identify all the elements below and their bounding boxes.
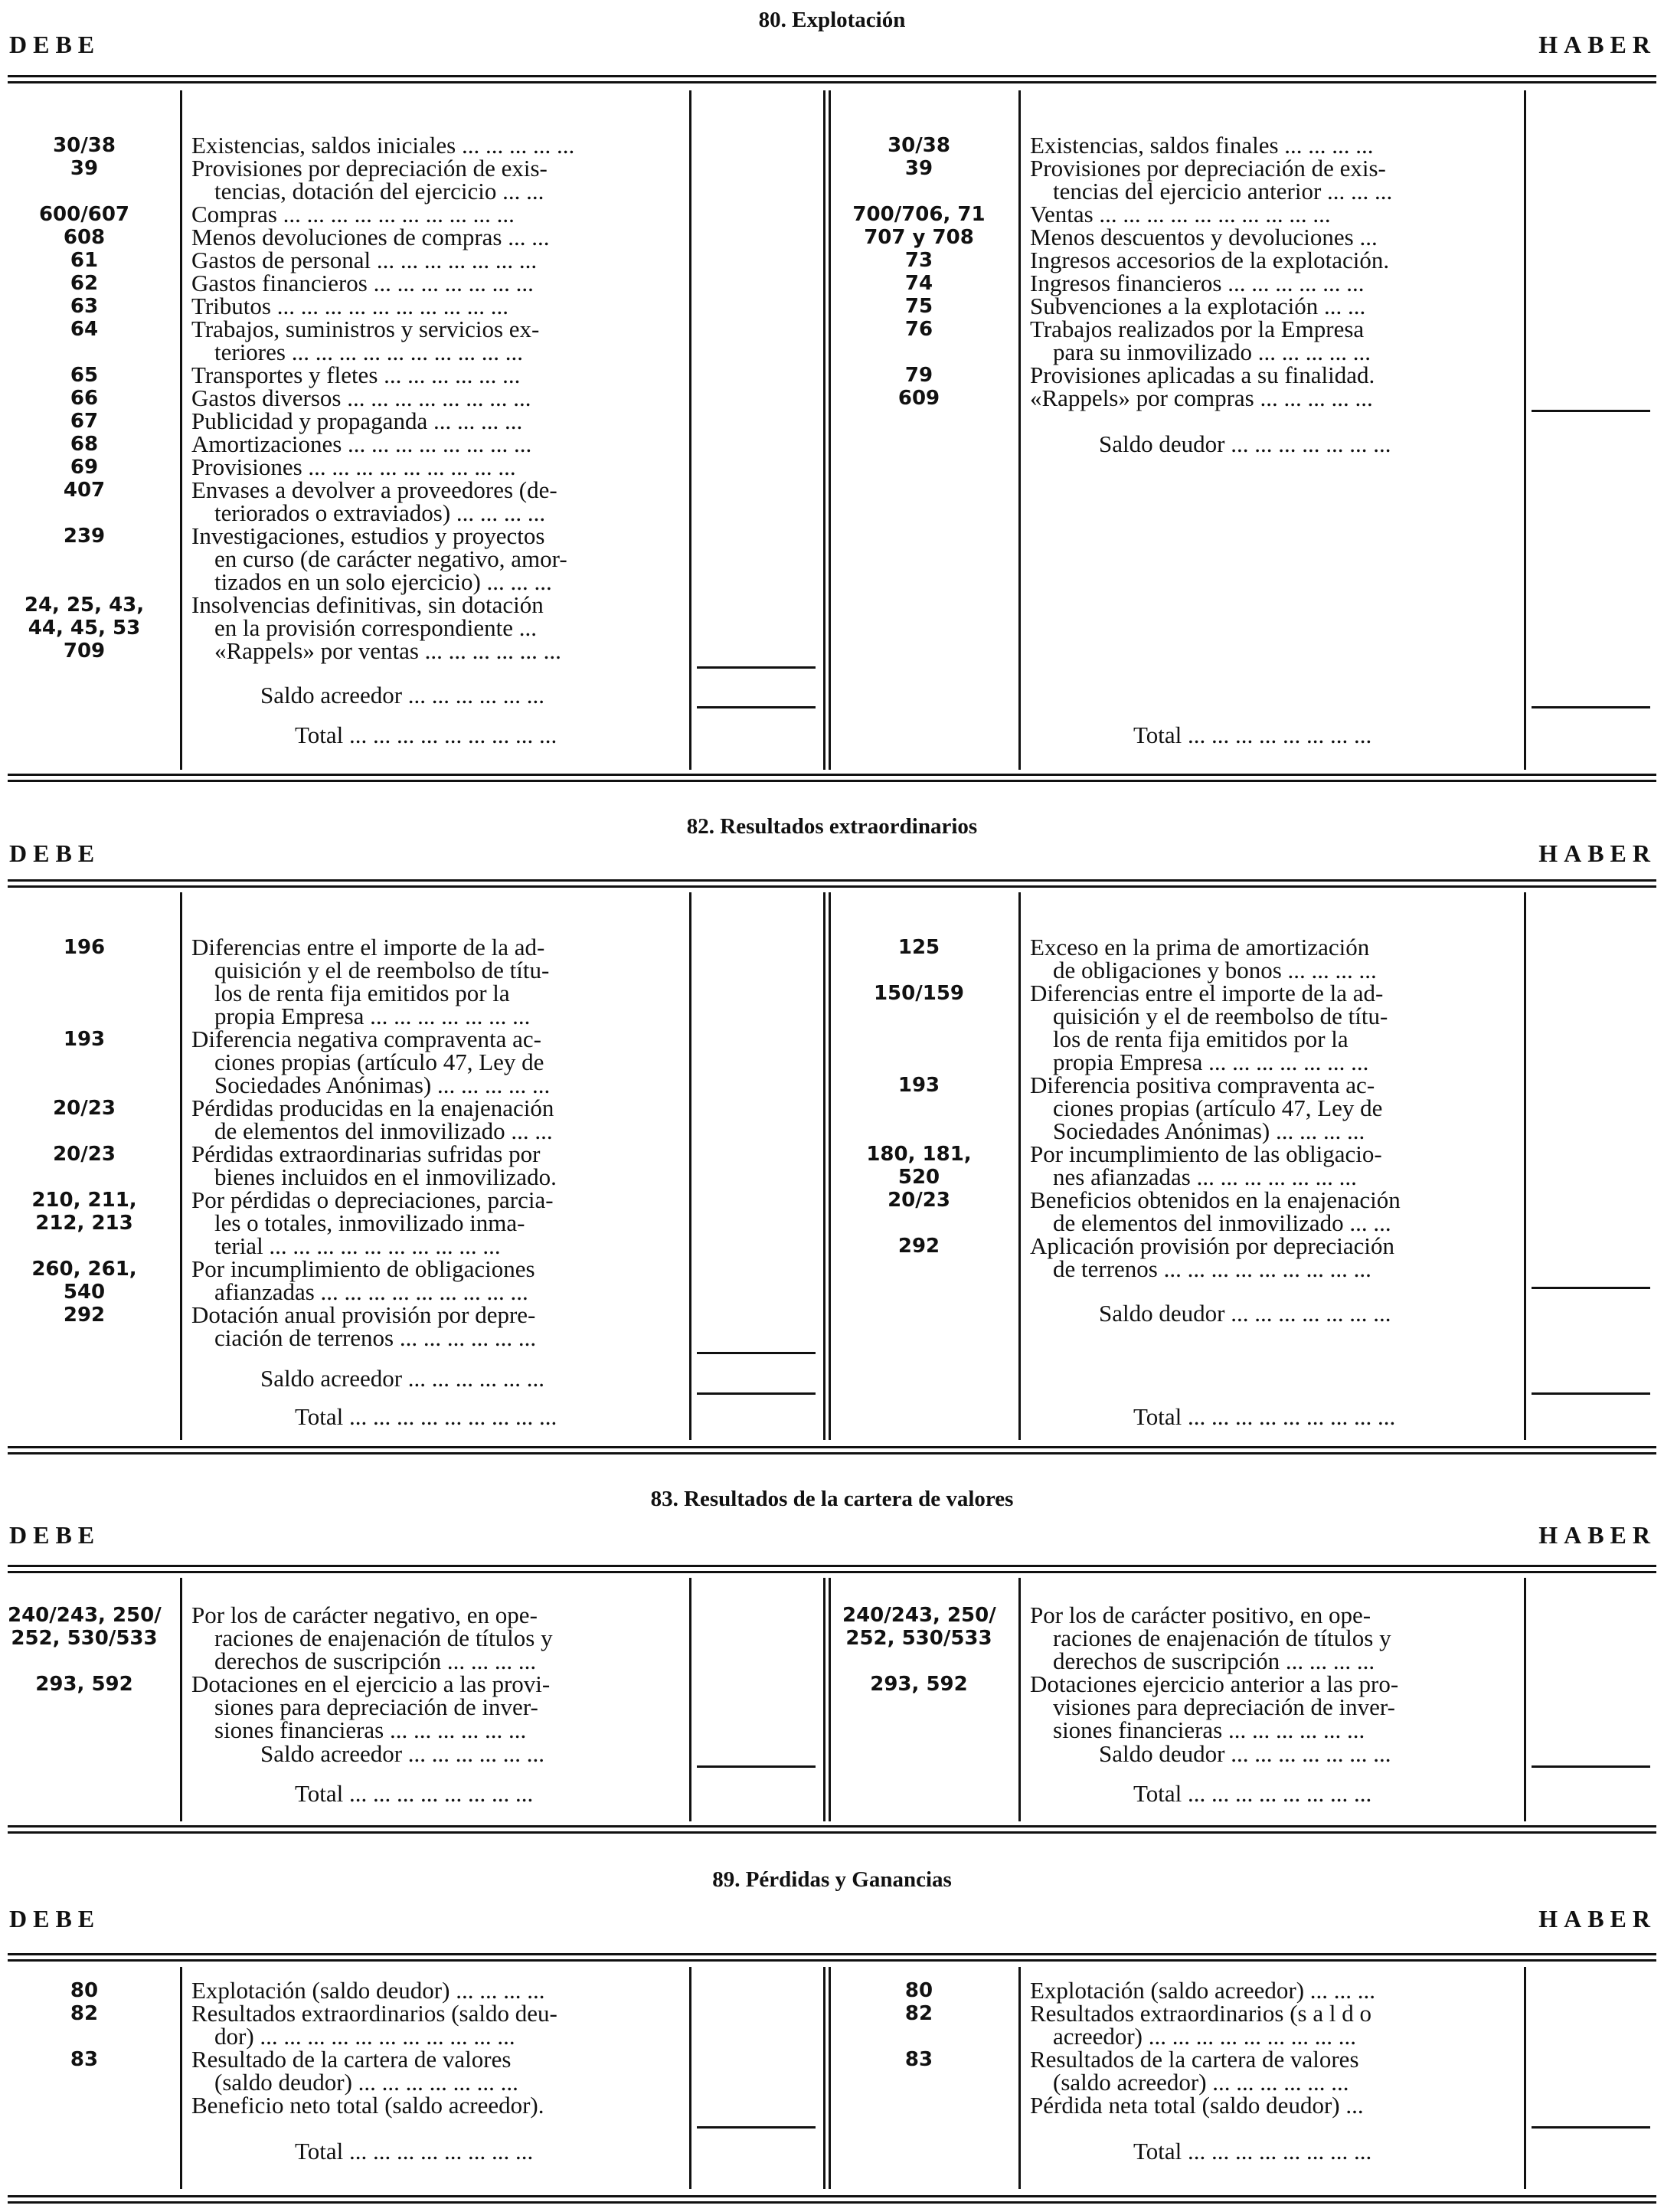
- haber-account-code: 700/706, 71: [852, 203, 986, 226]
- haber-account-code: 240/243, 250/: [842, 1604, 996, 1627]
- haber-account-code: 30/38: [888, 134, 950, 157]
- debe-saldo-line: Saldo acreedor ... ... ... ... ... ...: [260, 1740, 545, 1767]
- debe-total-line: Total ... ... ... ... ... ... ... ...: [295, 2138, 534, 2165]
- haber-concept-line: Dotaciones ejercicio anterior a las pro-: [1030, 1670, 1399, 1697]
- debe-account-code: 608: [63, 226, 106, 249]
- debe-concept-line: Dotación anual provisión por depre-: [191, 1301, 536, 1328]
- haber-concept-line: de elementos del inmovilizado ... ...: [1053, 1209, 1391, 1236]
- column-divider: [829, 892, 831, 1440]
- table-rule: [8, 1959, 1656, 1962]
- table-rule: [8, 1571, 1656, 1573]
- haber-concept-line: (saldo acreedor) ... ... ... ... ... ...: [1053, 2069, 1349, 2096]
- debe-account-code: 82: [70, 2002, 99, 2025]
- debe-concept-line: Sociedades Anónimas) ... ... ... ... ...: [214, 1072, 551, 1098]
- haber-account-code: 74: [904, 272, 933, 295]
- column-divider: [180, 1578, 182, 1821]
- debe-concept-line: Provisiones por depreciación de exis-: [191, 155, 548, 182]
- debe-concept-line: Dotaciones en el ejercicio a las provi-: [191, 1670, 551, 1697]
- debe-concept-line: Tributos ... ... ... ... ... ... ... ... ... ...: [191, 293, 508, 319]
- debe-account-code: 540: [63, 1281, 106, 1304]
- column-divider: [1524, 90, 1526, 770]
- haber-concept-line: Sociedades Anónimas) ... ... ... ...: [1053, 1117, 1365, 1144]
- debe-account-code: 193: [63, 1028, 106, 1051]
- haber-concept-line: derechos de suscripción ... ... ... ...: [1053, 1648, 1375, 1674]
- haber-amount-rule: [1532, 1287, 1650, 1289]
- section-title: 80. Explotación: [758, 8, 906, 32]
- table-rule: [8, 75, 1656, 77]
- haber-concept-line: raciones de enajenación de títulos y: [1053, 1625, 1391, 1651]
- debe-concept-line: en la provisión correspondiente ...: [214, 614, 537, 641]
- haber-concept-line: Provisiones por depreciación de exis-: [1030, 155, 1386, 182]
- haber-account-code: 79: [904, 364, 933, 387]
- debe-account-code: 407: [63, 479, 106, 502]
- haber-concept-line: Trabajos realizados por la Empresa: [1030, 316, 1365, 342]
- debe-saldo-line: Saldo acreedor ... ... ... ... ... ...: [260, 1365, 545, 1392]
- column-divider: [180, 90, 182, 770]
- debe-account-code: 600/607: [38, 203, 130, 226]
- debe-account-code: 83: [70, 2048, 99, 2071]
- haber-account-code: 82: [904, 2002, 933, 2025]
- haber-concept-line: los de renta fija emitidos por la: [1053, 1026, 1349, 1052]
- table-rule: [8, 1825, 1656, 1828]
- column-divider: [1018, 1967, 1021, 2189]
- haber-account-code: 83: [904, 2048, 933, 2071]
- table-rule: [8, 1452, 1656, 1454]
- haber-concept-line: Por incumplimiento de las obligacio-: [1030, 1140, 1382, 1167]
- debe-concept-line: teriorados o extraviados) ... ... ... ...: [214, 499, 546, 526]
- column-divider: [689, 90, 691, 770]
- haber-account-code: 39: [904, 157, 933, 180]
- haber-account-code: 180, 181,: [866, 1143, 972, 1166]
- haber-concept-line: «Rappels» por compras ... ... ... ... ...: [1030, 384, 1373, 411]
- debe-header: DEBE: [9, 1905, 101, 1932]
- haber-account-code: 150/159: [873, 982, 965, 1005]
- haber-account-code: 609: [897, 387, 940, 410]
- debe-account-code: 210, 211,: [31, 1189, 137, 1212]
- debe-concept-line: derechos de suscripción ... ... ... ...: [214, 1648, 537, 1674]
- debe-account-code: 64: [70, 318, 99, 341]
- table-rule: [8, 1831, 1656, 1834]
- debe-concept-line: ciones propias (artículo 47, Ley de: [214, 1049, 544, 1075]
- debe-concept-line: Transportes y fletes ... ... ... ... ... ...: [191, 362, 521, 388]
- haber-concept-line: Provisiones aplicadas a su finalidad.: [1030, 362, 1375, 388]
- debe-concept-line: Provisiones ... ... ... ... ... ... ... ... ...: [191, 453, 516, 480]
- haber-concept-line: Por los de carácter positivo, en ope-: [1030, 1602, 1371, 1628]
- debe-concept-line: los de renta fija emitidos por la: [214, 980, 510, 1006]
- column-divider: [180, 1967, 182, 2189]
- haber-concept-line: Existencias, saldos finales ... ... ... ...: [1030, 132, 1374, 159]
- haber-account-code: 125: [897, 936, 940, 959]
- haber-account-code: 252, 530/533: [845, 1627, 992, 1650]
- haber-account-code: 193: [897, 1074, 940, 1097]
- haber-concept-line: Aplicación provisión por depreciación: [1030, 1232, 1395, 1259]
- debe-header: DEBE: [9, 839, 101, 867]
- haber-amount-rule: [1532, 2126, 1650, 2129]
- debe-account-code: 20/23: [53, 1143, 116, 1166]
- debe-account-code: 44, 45, 53: [28, 617, 141, 640]
- haber-account-code: 20/23: [888, 1189, 950, 1212]
- haber-amount-rule: [1532, 410, 1650, 412]
- haber-account-code: 520: [897, 1166, 940, 1189]
- debe-account-code: 39: [70, 157, 99, 180]
- haber-concept-line: Resultados extraordinarios (s a l d o: [1030, 2000, 1371, 2027]
- debe-account-code: 65: [70, 364, 99, 387]
- haber-concept-line: Beneficios obtenidos en la enajenación: [1030, 1186, 1401, 1213]
- debe-concept-line: les o totales, inmovilizado inma-: [214, 1209, 525, 1236]
- debe-concept-line: Beneficio neto total (saldo acreedor).: [191, 2092, 544, 2119]
- table-rule: [8, 780, 1656, 782]
- column-divider: [1018, 1578, 1021, 1821]
- debe-concept-line: Menos devoluciones de compras ... ...: [191, 224, 550, 250]
- haber-concept-line: de terrenos ... ... ... ... ... ... ... ... ...: [1053, 1255, 1371, 1282]
- debe-concept-line: siones para depreciación de inver-: [214, 1693, 538, 1720]
- debe-account-code: 20/23: [53, 1097, 116, 1120]
- debe-account-code: 260, 261,: [31, 1258, 137, 1281]
- debe-concept-line: raciones de enajenación de títulos y: [214, 1625, 553, 1651]
- haber-account-code: 73: [904, 249, 933, 272]
- debe-amount-rule: [697, 1392, 816, 1395]
- debe-concept-line: Diferencias entre el importe de la ad-: [191, 934, 545, 960]
- debe-account-code: 62: [70, 272, 99, 295]
- debe-total-line: Total ... ... ... ... ... ... ... ...: [295, 1780, 534, 1807]
- table-rule: [8, 879, 1656, 882]
- debe-amount-rule: [697, 666, 816, 669]
- haber-concept-line: quisición y el de reembolso de títu-: [1053, 1003, 1388, 1029]
- debe-account-code: 24, 25, 43,: [24, 594, 145, 617]
- debe-amount-rule: [697, 2126, 816, 2129]
- debe-concept-line: teriores ... ... ... ... ... ... ... ... ... ...: [214, 339, 523, 365]
- haber-amount-rule: [1532, 706, 1650, 708]
- debe-concept-line: Diferencia negativa compraventa ac-: [191, 1026, 541, 1052]
- debe-account-code: 196: [63, 936, 106, 959]
- debe-account-code: 30/38: [53, 134, 116, 157]
- debe-concept-line: siones financieras ... ... ... ... ... ...: [214, 1716, 527, 1743]
- debe-total-line: Total ... ... ... ... ... ... ... ... ...: [295, 1403, 557, 1430]
- haber-header: HABER: [1538, 1905, 1656, 1932]
- debe-concept-line: Amortizaciones ... ... ... ... ... ... ... ...: [191, 430, 532, 457]
- haber-account-code: 76: [904, 318, 933, 341]
- column-divider: [689, 1578, 691, 1821]
- haber-amount-rule: [1532, 1765, 1650, 1768]
- column-divider: [823, 892, 825, 1440]
- debe-account-code: 80: [70, 1979, 99, 2002]
- table-rule: [8, 885, 1656, 888]
- debe-concept-line: propia Empresa ... ... ... ... ... ... ...: [214, 1003, 531, 1029]
- haber-concept-line: visiones para depreciación de inver-: [1053, 1693, 1395, 1720]
- debe-concept-line: Por los de carácter negativo, en ope-: [191, 1602, 538, 1628]
- debe-account-code: 67: [70, 410, 99, 433]
- debe-concept-line: de elementos del inmovilizado ... ...: [214, 1117, 553, 1144]
- debe-concept-line: Compras ... ... ... ... ... ... ... ... ... ...: [191, 201, 515, 227]
- haber-concept-line: para su inmovilizado ... ... ... ... ...: [1053, 339, 1371, 365]
- table-rule: [8, 774, 1656, 776]
- haber-header: HABER: [1538, 839, 1656, 867]
- table-rule: [8, 81, 1656, 83]
- table-rule: [8, 1446, 1656, 1448]
- column-divider: [823, 1578, 825, 1821]
- debe-amount-rule: [697, 1765, 816, 1768]
- debe-account-code: 66: [70, 387, 99, 410]
- debe-concept-line: Pérdidas producidas en la enajenación: [191, 1095, 554, 1121]
- debe-account-code: 212, 213: [35, 1212, 133, 1235]
- section-title: 82. Resultados extraordinarios: [686, 814, 978, 839]
- haber-concept-line: Explotación (saldo acreedor) ... ... ...: [1030, 1977, 1376, 2004]
- column-divider: [689, 1967, 691, 2189]
- debe-saldo-line: Saldo acreedor ... ... ... ... ... ...: [260, 682, 545, 708]
- debe-concept-line: Envases a devolver a proveedores (de-: [191, 476, 557, 503]
- debe-concept-line: Por pérdidas o depreciaciones, parcia-: [191, 1186, 554, 1213]
- debe-concept-line: Explotación (saldo deudor) ... ... ... ...: [191, 1977, 545, 2004]
- haber-concept-line: de obligaciones y bonos ... ... ... ...: [1053, 957, 1377, 983]
- column-divider: [689, 892, 691, 1440]
- haber-saldo-line: Saldo deudor ... ... ... ... ... ... ...: [1099, 1740, 1391, 1767]
- haber-header: HABER: [1538, 1521, 1656, 1549]
- haber-concept-line: Ingresos financieros ... ... ... ... ... ...: [1030, 270, 1365, 296]
- column-divider: [1524, 1967, 1526, 2189]
- haber-concept-line: siones financieras ... ... ... ... ... ...: [1053, 1716, 1365, 1743]
- debe-concept-line: (saldo deudor) ... ... ... ... ... ... ...: [214, 2069, 518, 2096]
- debe-concept-line: Gastos diversos ... ... ... ... ... ... ... ...: [191, 384, 531, 411]
- haber-total-line: Total ... ... ... ... ... ... ... ...: [1133, 722, 1372, 748]
- haber-concept-line: Exceso en la prima de amortización: [1030, 934, 1370, 960]
- debe-concept-line: Trabajos, suministros y servicios ex-: [191, 316, 540, 342]
- haber-concept-line: Diferencia positiva compraventa ac-: [1030, 1072, 1375, 1098]
- section-title: 89. Pérdidas y Ganancias: [712, 1867, 952, 1892]
- haber-total-line: Total ... ... ... ... ... ... ... ...: [1133, 1780, 1372, 1807]
- haber-concept-line: Pérdida neta total (saldo deudor) ...: [1030, 2092, 1364, 2119]
- column-divider: [1524, 1578, 1526, 1821]
- debe-account-code: 68: [70, 433, 99, 456]
- debe-account-code: 240/243, 250/: [8, 1604, 162, 1627]
- haber-concept-line: Subvenciones a la explotación ... ...: [1030, 293, 1366, 319]
- column-divider: [829, 1967, 831, 2189]
- column-divider: [1018, 892, 1021, 1440]
- debe-account-code: 709: [63, 640, 106, 663]
- table-rule: [8, 1565, 1656, 1567]
- haber-concept-line: Diferencias entre el importe de la ad-: [1030, 980, 1384, 1006]
- debe-concept-line: afianzadas ... ... ... ... ... ... ... ... ...: [214, 1278, 528, 1305]
- debe-concept-line: ciación de terrenos ... ... ... ... ... ...: [214, 1324, 537, 1351]
- debe-amount-rule: [697, 706, 816, 708]
- debe-account-code: 292: [63, 1304, 106, 1327]
- debe-concept-line: dor) ... ... ... ... ... ... ... ... ... ... ...: [214, 2023, 515, 2050]
- debe-amount-rule: [697, 1352, 816, 1354]
- debe-concept-line: en curso (de carácter negativo, amor-: [214, 545, 567, 572]
- debe-concept-line: Publicidad y propaganda ... ... ... ...: [191, 407, 523, 434]
- debe-concept-line: tencias, dotación del ejercicio ... ...: [214, 178, 544, 205]
- haber-header: HABER: [1538, 31, 1656, 58]
- column-divider: [1018, 90, 1021, 770]
- debe-header: DEBE: [9, 1521, 101, 1549]
- debe-concept-line: Insolvencias definitivas, sin dotación: [191, 591, 544, 618]
- debe-concept-line: quisición y el de reembolso de títu-: [214, 957, 550, 983]
- debe-total-line: Total ... ... ... ... ... ... ... ... ...: [295, 722, 557, 748]
- debe-concept-line: Pérdidas extraordinarias sufridas por: [191, 1140, 541, 1167]
- debe-concept-line: Existencias, saldos iniciales ... ... ... ... ...: [191, 132, 575, 159]
- haber-concept-line: nes afianzadas ... ... ... ... ... ... ...: [1053, 1163, 1357, 1190]
- debe-account-code: 239: [63, 525, 106, 548]
- haber-amount-rule: [1532, 1392, 1650, 1395]
- debe-account-code: 63: [70, 295, 99, 318]
- haber-concept-line: Ingresos accesorios de la explotación.: [1030, 247, 1390, 273]
- haber-account-code: 80: [904, 1979, 933, 2002]
- haber-saldo-line: Saldo deudor ... ... ... ... ... ... ...: [1099, 1300, 1391, 1327]
- column-divider: [823, 1967, 825, 2189]
- table-rule: [8, 2195, 1656, 2197]
- debe-concept-line: Resultado de la cartera de valores: [191, 2046, 512, 2073]
- debe-concept-line: Investigaciones, estudios y proyectos: [191, 522, 545, 549]
- debe-concept-line: «Rappels» por ventas ... ... ... ... ... ...: [214, 637, 561, 664]
- debe-concept-line: Gastos financieros ... ... ... ... ... ... ...: [191, 270, 534, 296]
- table-rule: [8, 1953, 1656, 1955]
- debe-concept-line: Gastos de personal ... ... ... ... ... ... ...: [191, 247, 538, 273]
- column-divider: [1524, 892, 1526, 1440]
- haber-total-line: Total ... ... ... ... ... ... ... ... ...: [1133, 1403, 1396, 1430]
- debe-account-code: 61: [70, 249, 99, 272]
- debe-concept-line: Resultados extraordinarios (saldo deu-: [191, 2000, 557, 2027]
- debe-account-code: 69: [70, 456, 99, 479]
- table-rule: [8, 2201, 1656, 2204]
- debe-header: DEBE: [9, 31, 101, 58]
- haber-concept-line: propia Empresa ... ... ... ... ... ... ...: [1053, 1049, 1369, 1075]
- debe-concept-line: bienes incluidos en el inmovilizado.: [214, 1163, 557, 1190]
- debe-concept-line: terial ... ... ... ... ... ... ... ... ... ...: [214, 1232, 501, 1259]
- debe-concept-line: tizados en un solo ejercicio) ... ... ...: [214, 568, 552, 595]
- section-title: 83. Resultados de la cartera de valores: [650, 1487, 1014, 1511]
- haber-concept-line: Resultados de la cartera de valores: [1030, 2046, 1359, 2073]
- haber-total-line: Total ... ... ... ... ... ... ... ...: [1133, 2138, 1372, 2165]
- haber-concept-line: Ventas ... ... ... ... ... ... ... ... ... ...: [1030, 201, 1331, 227]
- haber-concept-line: acreedor) ... ... ... ... ... ... ... ... ...: [1053, 2023, 1357, 2050]
- column-divider: [829, 1578, 831, 1821]
- column-divider: [823, 90, 825, 770]
- debe-concept-line: Por incumplimiento de obligaciones: [191, 1255, 535, 1282]
- haber-concept-line: tencias del ejercicio anterior ... ... ...: [1053, 178, 1393, 205]
- haber-account-code: 292: [897, 1235, 940, 1258]
- debe-account-code: 293, 592: [35, 1673, 133, 1696]
- haber-concept-line: Menos descuentos y devoluciones ...: [1030, 224, 1378, 250]
- haber-account-code: 75: [904, 295, 933, 318]
- haber-saldo-line: Saldo deudor ... ... ... ... ... ... ...: [1099, 430, 1391, 457]
- haber-account-code: 293, 592: [870, 1673, 968, 1696]
- column-divider: [829, 90, 831, 770]
- column-divider: [180, 892, 182, 1440]
- debe-account-code: 252, 530/533: [11, 1627, 158, 1650]
- haber-account-code: 707 y 708: [864, 226, 974, 249]
- haber-concept-line: ciones propias (artículo 47, Ley de: [1053, 1095, 1383, 1121]
